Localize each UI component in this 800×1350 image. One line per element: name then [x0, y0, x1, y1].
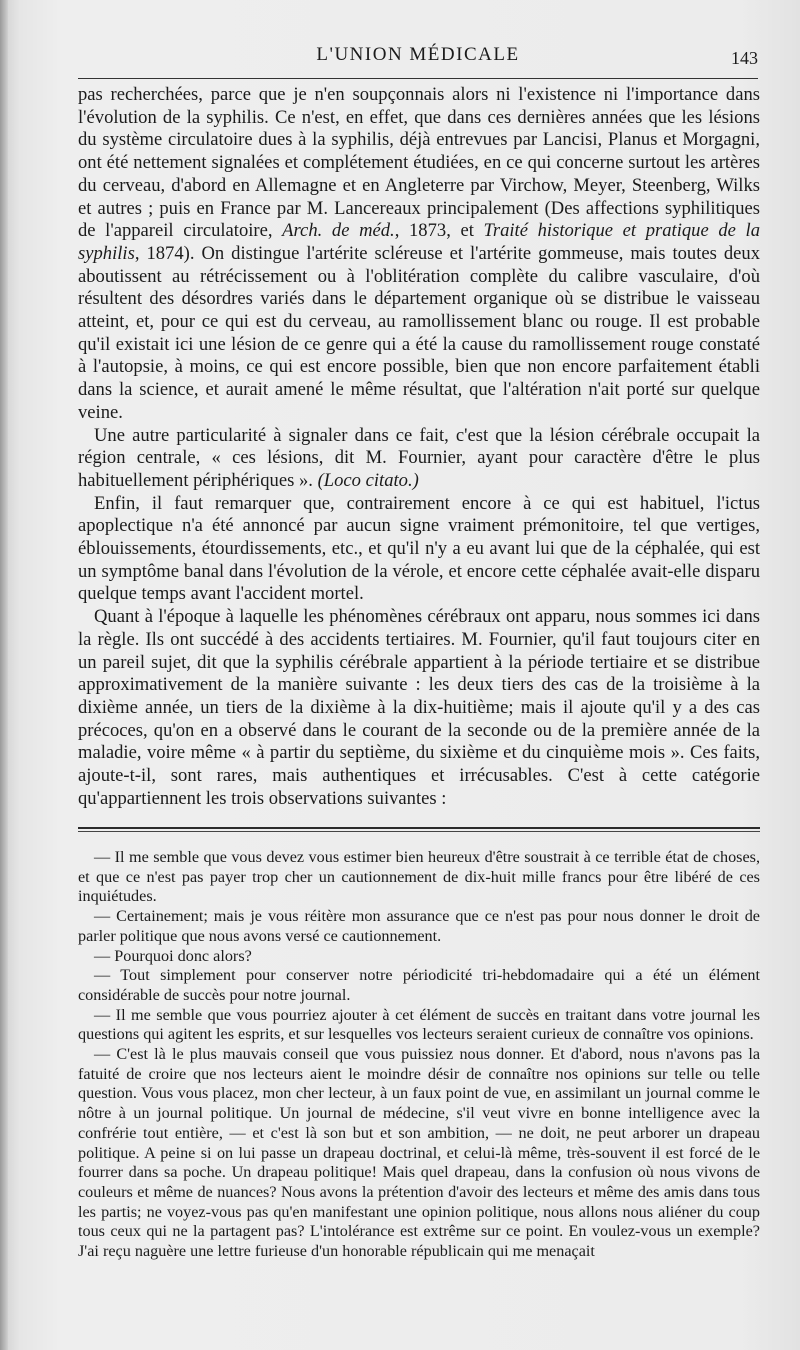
feuilleton-paragraph: — Il me semble que vous devez vous estimer bien heureux d'être soustrait à ce terrible état de choses, et que ce n'est pas payer trop cher un cautionnement de dix-huit mille francs pour être libéré de ces inquiétudes. [78, 848, 760, 906]
feuilleton-text [78, 848, 760, 1262]
paragraph-2 [78, 425, 760, 493]
feuilleton-separator [78, 827, 760, 833]
paragraph-1 [78, 84, 760, 425]
paragraph-1-mid: , 1873, et [394, 220, 474, 242]
separator-rule-thin [78, 831, 760, 832]
feuilleton-paragraph: — Il me semble que vous pourriez ajouter à cet élément de succès en traitant dans votre journal les questions qui agitent les esprits, et sur lesquelles vos lecteurs seraient curieux de connaître vos opinions. [78, 1005, 760, 1044]
header-rule [78, 78, 758, 79]
main-text [78, 84, 760, 811]
paragraph-3: Enfin, il faut remarquer que, contrairement encore à ce qui est habituel, l'ictus apoplectique n'a été annoncé par aucun signe vraiment prémonitoire, tel que vertiges, éblouissements, étourdissements, etc., et qu'il n'y a eu avant lui que de la céphalée, qui est un symptôme banal dans l'évolution de la vérole, et encore cette céphalée avait-elle disparu quelque temps avant l'accident mortel. [78, 492, 760, 605]
page-edge-shadow [0, 0, 8, 1350]
citation-loco-citato: (Loco citato.) [317, 469, 419, 491]
paragraph-2-text: Une autre particularité à signaler dans ce fait, c'est que la lésion cérébrale occupait la région centrale, « ces lésions, dit M. Fournier, ayant pour caractère d'être le plus habituellement périphériques ». [78, 424, 760, 491]
page-header [78, 40, 758, 70]
citation-traite: Traité historique et pratique de la syphilis [78, 220, 761, 264]
paragraph-1-text: pas recherchées, parce que je n'en soupçonnais alors ni l'existence ni l'importance dans l'évolution de la syphilis. Ce n'est, en effet, que dans ces dernières années que les lésions du système circulatoire dues à la syphilis, déjà entrevues par Lancisi, Planus et Morgagni, ont été nettement signalées et complétement étudiées, en ce qui concerne surtout les artères du cerveau, d'abord en Allemagne et en Angleterre par Virchow, Meyer, Steenberg, Wilks et autres ; puis en France par M. Lancereaux principalement (Des affections syphilitiques de l'appareil circulatoire, [78, 84, 760, 242]
feuilleton-paragraph: — Certainement; mais je vous réitère mon assurance que ce n'est pas pour nous donner le droit de parler politique que nous avons versé ce cautionnement. [78, 907, 760, 945]
feuilleton-paragraph: — C'est là le plus mauvais conseil que vous puissiez nous donner. Et d'abord, nous n'avons pas la fatuité de croire que nos lecteurs aient le moindre désir de connaître nos opinions sur telle ou telle question. Vous vous placez, mon cher lecteur, à un faux point de vue, en assimilant un journal comme le nôtre à un journal politique. Un journal de médecine, s'il veut vivre en bonne intelligence avec la confrérie tout entière, — et c'est là son but et son ambition, — ne doit, ne peut arborer un drapeau politique. A peine si on lui passe un drapeau doctrinal, et celui-là même, très-souvent il est forcé de le fourrer dans sa poche. Un drapeau politique! Mais quel drapeau, dans la confusion où nous vivons de couleurs et même de nuances? Nous avons la prétention d'avoir des lecteurs et même des amis dans tous les partis; ne voyez-vous pas qu'en manifestant une opinion politique, nous allons nous aliéner du coup tous ceux qui ne la partagent pas? L'intolérance est extrême sur ce point. En voulez-vous un exemple? J'ai reçu naguère une lettre furieuse d'un honorable républicain qui me menaçait [78, 1045, 760, 1261]
feuilleton-paragraph: — Pourquoi donc alors? [94, 946, 252, 965]
paragraph-1-end: , 1874). On distingue l'artérite scléreuse et l'artérite gommeuse, mais toutes deux aboutissent au rétrécissement ou à l'oblitération complète du calibre vasculaire, d'où résultent des désordres variés dans le département organique où se distribue le vaisseau atteint, et, pour ce qui est du cerveau, au ramollissement blanc ou rouge. Il est probable qu'il existait ici une lésion de ce genre qui a été la cause du ramollissement rouge constaté à l'autopsie, à moins, ce qui est encore possible, bien que non encore parfaitement établi dans la science, et aurait amené le même résultat, que l'altération n'ait porté sur quelque veine. [78, 242, 760, 423]
feuilleton-paragraph: — Tout simplement pour conserver notre périodicité tri-hebdomadaire qui a été un élément considérable de succès pour notre journal. [78, 966, 760, 1004]
running-head: L'UNION MÉDICALE [316, 44, 520, 65]
citation-arch-med: Arch. de méd. [282, 220, 395, 242]
paragraph-4: Quant à l'époque à laquelle les phénomènes cérébraux ont apparu, nous sommes ici dans la règle. Ils ont succédé à des accidents tertiaires. M. Fournier, qu'il faut toujours citer en un pareil sujet, dit que la syphilis cérébrale appartient à la période tertiaire et se distribue approximativement de la manière suivante : les deux tiers des cas de la troisième à la dixième année, un tiers de la dixième à la dix-huitième; mais il ajoute qu'il y a des cas précoces, qu'on en a observé dans le courant de la seconde ou de la première année de la maladie, voire même « à partir du septième, du sixième et du cinquième mois ». Ces faits, ajoute-t-il, sont rares, mais authentiques et irrécusables. C'est à cette catégorie qu'appartiennent les trois observations suivantes : [78, 606, 760, 809]
separator-rule-thick [78, 827, 760, 829]
page-number: 143 [731, 48, 758, 68]
